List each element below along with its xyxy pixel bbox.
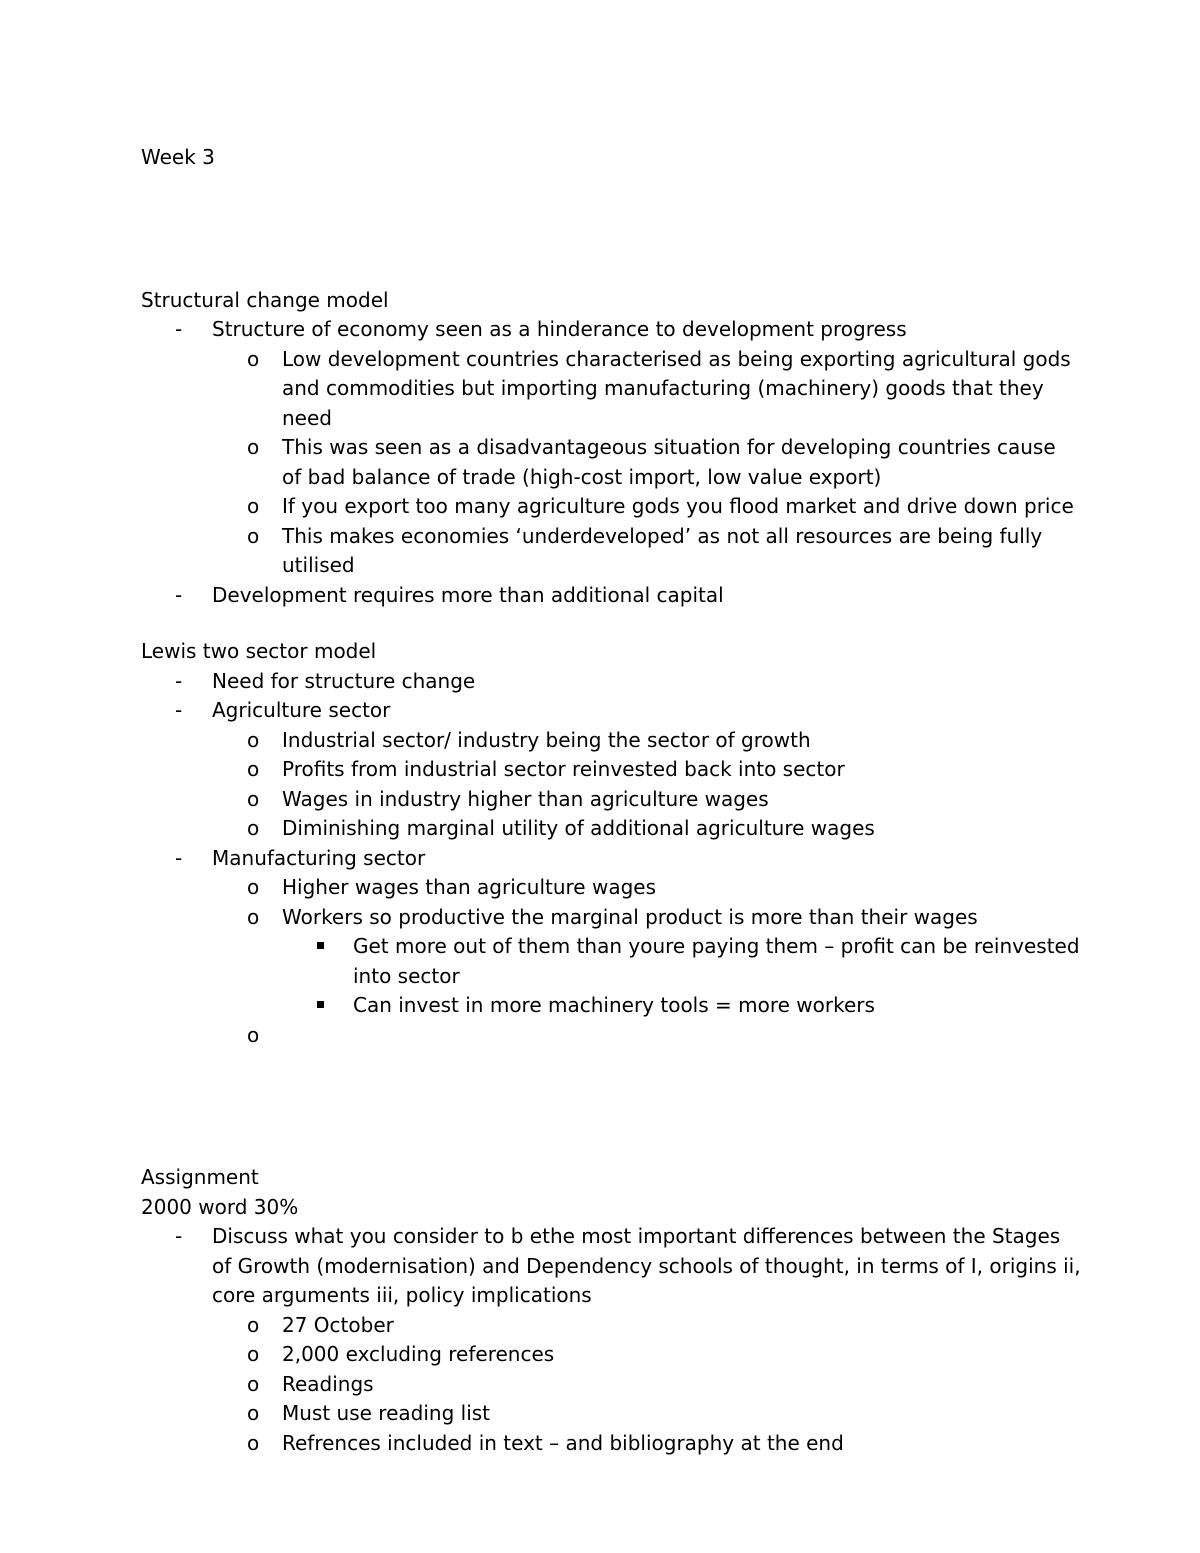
dash-bullet: -	[175, 698, 183, 722]
list-item-text: Need for structure change	[212, 668, 476, 693]
circle-bullet: o	[247, 1312, 260, 1337]
circle-bullet: o	[247, 1371, 260, 1396]
list-item	[141, 1429, 1081, 1459]
list-item-text: 2,000 excluding references	[282, 1342, 555, 1366]
list-item-text: Can invest in more machinery tools = more workers	[353, 993, 875, 1017]
list-item-text: Manufacturing sector	[212, 845, 426, 870]
circle-bullet: o	[247, 1430, 260, 1455]
list-item-text: 27 October	[282, 1312, 394, 1337]
list-item-text: Development requires more than additional capital	[212, 582, 724, 607]
list-item	[141, 522, 1081, 581]
list-item	[141, 696, 1081, 726]
dash-bullet: -	[175, 1224, 183, 1248]
list-item	[141, 991, 1081, 1021]
dash-bullet: -	[175, 582, 183, 607]
circle-bullet: o	[247, 757, 260, 781]
section-title-assignment: Assignment	[141, 1165, 259, 1189]
dash-bullet: -	[175, 668, 183, 693]
list-item-text: Diminishing marginal utility of additional agriculture wages	[282, 816, 875, 840]
list-item	[141, 814, 1081, 844]
list-item-text: Workers so productive the marginal product is more than their wages	[282, 904, 978, 929]
spacer	[141, 1050, 1081, 1163]
list-item-text: Refrences included in text – and bibliography at the end	[282, 1430, 844, 1455]
circle-bullet: o	[247, 727, 260, 752]
document-page	[141, 143, 1081, 1458]
list-item-text: Must use reading list	[282, 1401, 491, 1425]
dash-bullet: -	[175, 317, 183, 341]
list-item-text: Profits from industrial sector reinvested back into sector	[282, 757, 845, 781]
page-heading: Week 3	[141, 145, 215, 169]
list-item-text: Structure of economy seen as a hinderance to development progress	[212, 317, 907, 341]
list-item-text: Readings	[282, 1371, 374, 1396]
list-item	[141, 1311, 1081, 1341]
list-item	[141, 1399, 1081, 1429]
list-item-text: Agriculture sector	[212, 698, 391, 722]
list-item-text: Industrial sector/ industry being the sector of growth	[282, 727, 811, 752]
dash-bullet: -	[175, 845, 183, 870]
circle-bullet: o	[247, 346, 260, 371]
spacer	[141, 610, 1081, 637]
circle-bullet: o	[247, 875, 260, 899]
list-item	[141, 932, 1081, 991]
list-item-text: If you export too many agriculture gods you flood market and drive down price	[282, 494, 1074, 518]
circle-bullet: o	[247, 786, 260, 811]
list-item	[141, 433, 1081, 492]
list-item-text: This makes economies ‘underdeveloped’ as not all resources are being fully utilised	[282, 523, 1043, 577]
assignment-subtitle: 2000 word 30%	[141, 1194, 299, 1219]
list-item	[141, 726, 1081, 756]
circle-bullet: o	[247, 494, 260, 518]
section-title-lewis-model: Lewis two sector model	[141, 639, 377, 663]
square-bullet-icon	[317, 1001, 324, 1008]
list-item	[141, 785, 1081, 815]
circle-bullet: o	[247, 435, 260, 459]
square-bullet-icon	[317, 942, 324, 949]
list-item	[141, 315, 1081, 345]
section-title-structural-change: Structural change model	[141, 287, 389, 312]
circle-bullet: o	[247, 1342, 260, 1366]
circle-bullet: o	[247, 523, 260, 548]
circle-bullet: o	[247, 816, 260, 840]
list-item-text: Get more out of them than youre paying them – profit can be reinvested into sector	[353, 934, 1080, 988]
list-item-text	[282, 1021, 1081, 1051]
list-item-text: Low development countries characterised as being exporting agricultural gods and commodities but importing manufacturing (machinery) goods that they need	[282, 346, 1071, 430]
list-item-empty	[141, 1021, 1081, 1051]
list-item	[141, 581, 1081, 611]
list-item-text: This was seen as a disadvantageous situation for developing countries cause of bad balance of trade (high-cost import, low value export)	[282, 435, 1056, 489]
list-item	[141, 1340, 1081, 1370]
list-item	[141, 667, 1081, 697]
spacer	[141, 173, 1081, 286]
list-item	[141, 903, 1081, 933]
list-item	[141, 492, 1081, 522]
list-item	[141, 1370, 1081, 1400]
circle-bullet: o	[247, 1401, 260, 1425]
circle-bullet: o	[247, 904, 260, 929]
list-item	[141, 1222, 1081, 1311]
list-item-text: Discuss what you consider to b ethe most important differences between the Stages of Growth (modernisation) and Dependency schools of thought, in terms of I, origins ii, core arguments iii, policy implications	[212, 1224, 1081, 1307]
list-item	[141, 345, 1081, 434]
list-item	[141, 844, 1081, 874]
list-item-text: Higher wages than agriculture wages	[282, 875, 657, 899]
list-item	[141, 755, 1081, 785]
circle-bullet: o	[247, 1022, 260, 1047]
list-item	[141, 873, 1081, 903]
list-item-text: Wages in industry higher than agriculture wages	[282, 786, 769, 811]
